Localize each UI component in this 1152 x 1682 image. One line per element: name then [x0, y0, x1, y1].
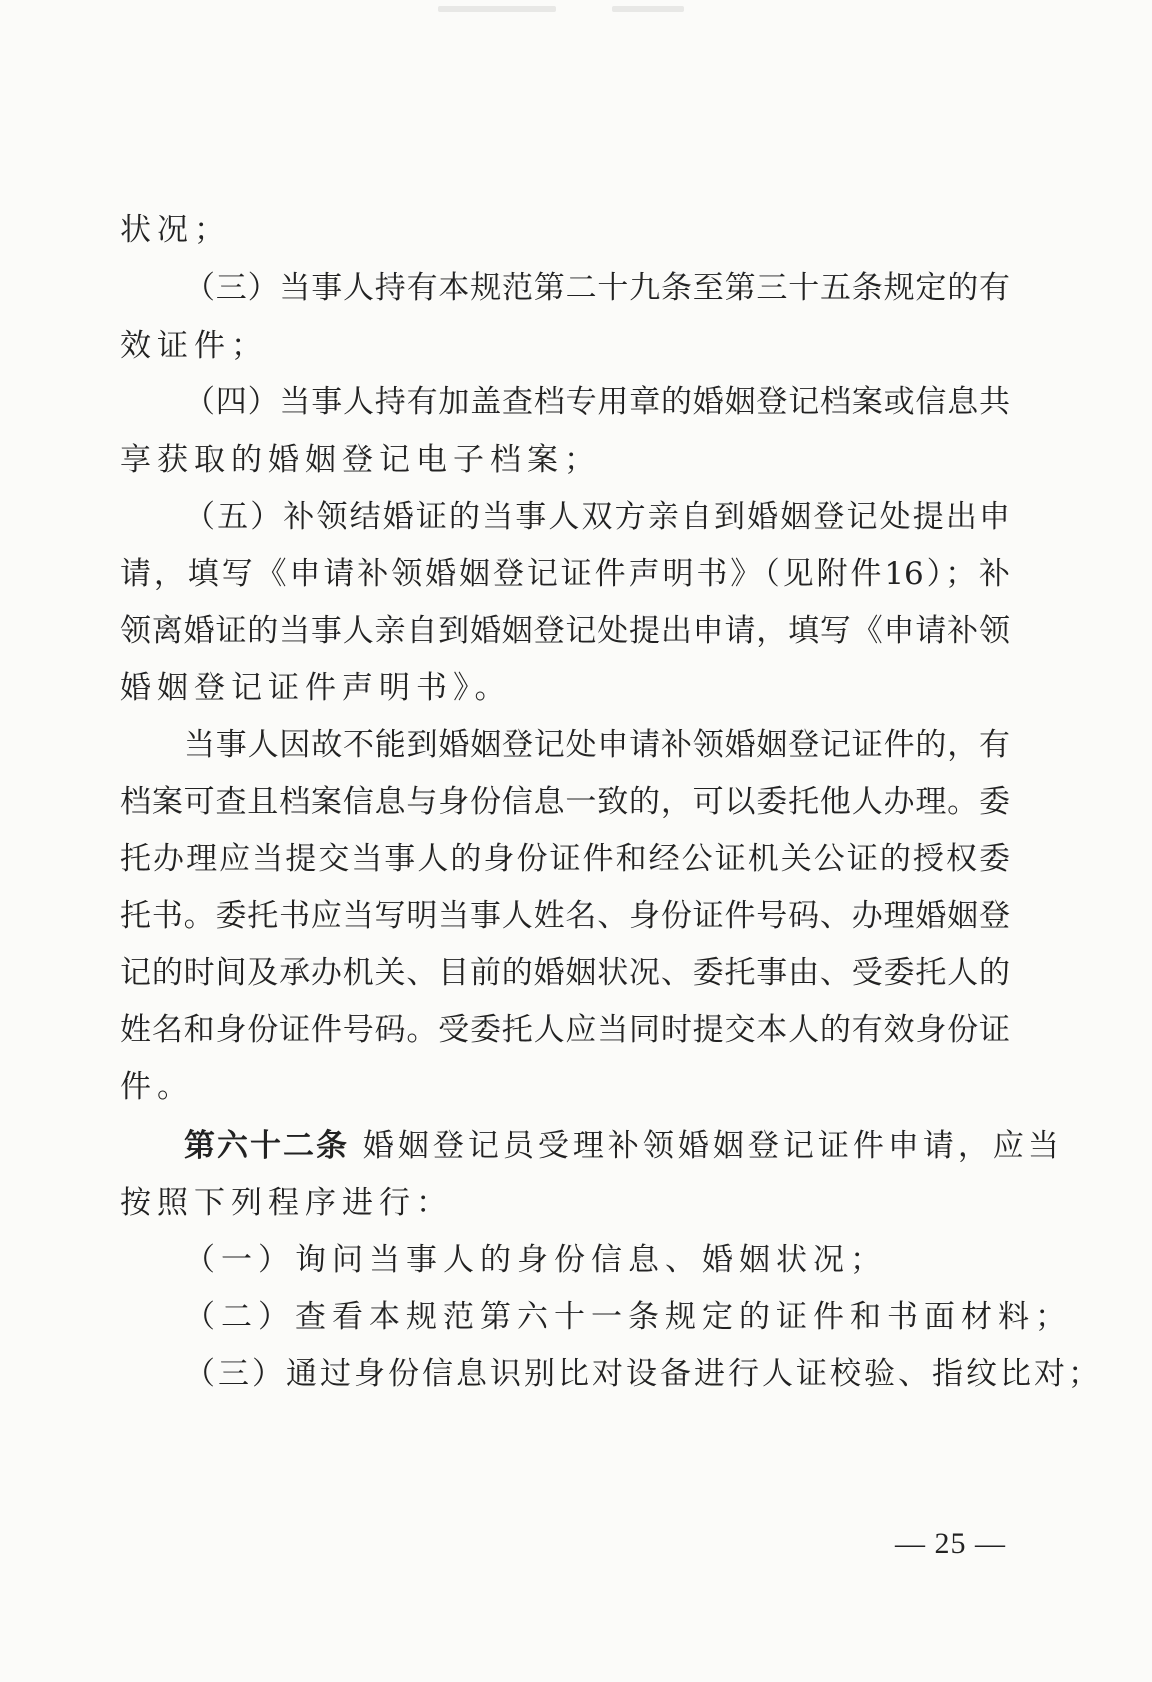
article-text: 婚姻登记员受理补领婚姻登记证件申请，应当	[362, 1128, 1063, 1164]
paragraph-line: 婚姻登记证件声明书》。	[120, 670, 512, 706]
paragraph-line: 记的时间及承办机关、目前的婚姻状况、委托事由、受委托人的	[120, 955, 1010, 991]
paragraph-line: 效证件；	[120, 328, 268, 364]
paragraph-line: 按照下列程序进行：	[120, 1185, 453, 1221]
paragraph-line: 请，填写《申请补领婚姻登记证件声明书》（见附件16）；补	[120, 556, 1010, 592]
procedure-item: （三）通过身份信息识别比对设备进行人证校验、指纹比对；	[184, 1356, 1102, 1392]
article-62-first-line	[184, 1126, 1063, 1166]
paragraph-line: 档案可查且档案信息与身份信息一致的，可以委托他人办理。委	[120, 784, 1010, 820]
procedure-item: （二）查看本规范第六十一条规定的证件和书面材料；	[184, 1299, 1072, 1335]
scan-artifact	[612, 6, 684, 12]
paragraph-line: （五）补领结婚证的当事人双方亲自到婚姻登记处提出申	[184, 499, 1010, 535]
paragraph-line: 件。	[120, 1069, 194, 1105]
scan-artifact	[438, 6, 556, 12]
article-heading: 第六十二条	[184, 1128, 349, 1164]
paragraph-line: 当事人因故不能到婚姻登记处申请补领婚姻登记证件的，有	[184, 727, 1010, 763]
paragraph-line: （三）当事人持有本规范第二十九条至第三十五条规定的有	[184, 270, 1010, 306]
paragraph-line: 状况；	[120, 212, 231, 248]
paragraph-line: 享获取的婚姻登记电子档案；	[120, 442, 601, 478]
page-number: — 25 —	[895, 1527, 1006, 1560]
paragraph-line: 领离婚证的当事人亲自到婚姻登记处提出申请，填写《申请补领	[120, 613, 1010, 649]
paragraph-line: （四）当事人持有加盖查档专用章的婚姻登记档案或信息共	[184, 384, 1010, 420]
procedure-item: （一）询问当事人的身份信息、婚姻状况；	[184, 1242, 887, 1278]
paragraph-line: 托书。委托书应当写明当事人姓名、身份证件号码、办理婚姻登	[120, 898, 1010, 934]
paragraph-line: 姓名和身份证件号码。受委托人应当同时提交本人的有效身份证	[120, 1012, 1010, 1048]
paragraph-line: 托办理应当提交当事人的身份证件和经公证机关公证的授权委	[120, 841, 1010, 877]
